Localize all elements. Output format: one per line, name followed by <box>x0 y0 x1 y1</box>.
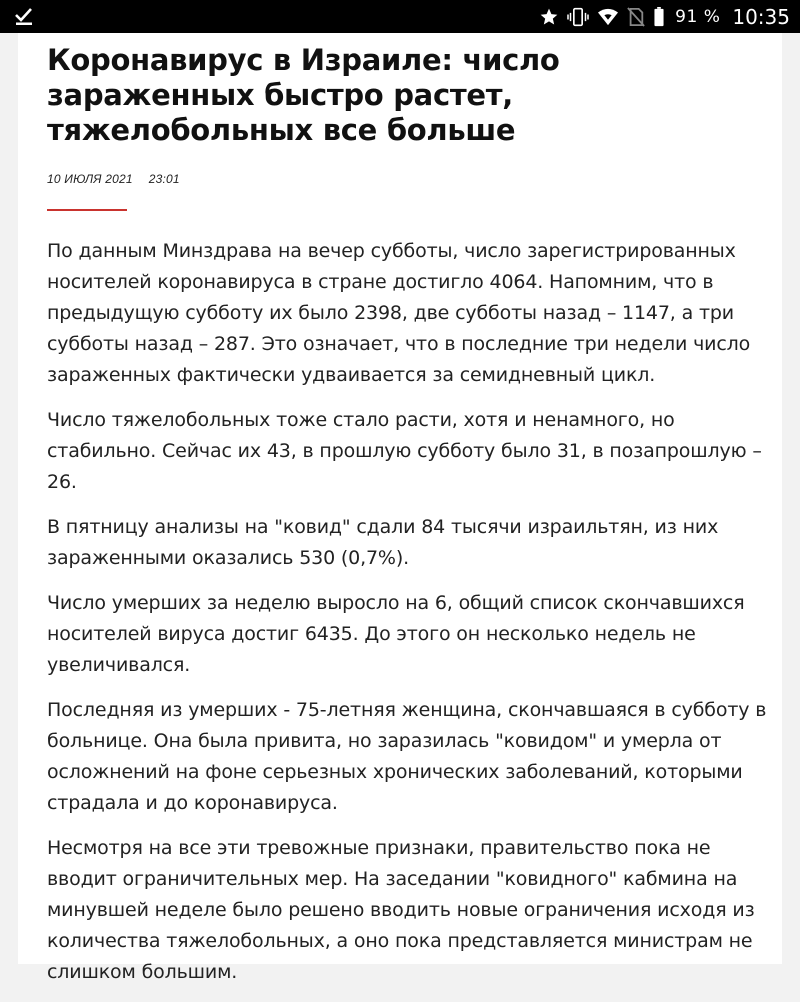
article <box>47 43 767 1002</box>
paragraph-2: Число тяжелобольных тоже стало расти, хотя и ненамного, но стабильно. Сейчас их 43, в прошлую субботу было 31, в позапрошлую – 26. <box>47 409 762 493</box>
article-time: 23:01 <box>148 172 180 186</box>
star-icon <box>539 7 559 27</box>
clock: 10:35 <box>732 4 790 29</box>
no-sim-icon <box>627 7 645 27</box>
article-date: 10 ИЮЛЯ 2021 <box>47 172 133 186</box>
download-done-icon <box>14 6 34 26</box>
paragraph-1: По данным Минздрава на вечер субботы, число зарегистрированных носителей коронавируса в стране достигло 4064. Напомним, что в предыдущую субботу их было 2398, две субботы назад – 1147, а три субботы назад – 287. Это означает, что в последние три недели число зараженных фактически удваивается за семидневный цикл. <box>47 240 751 386</box>
wifi-icon <box>597 7 619 27</box>
title-divider <box>47 209 127 211</box>
article-meta <box>47 172 767 186</box>
page-content <box>18 33 782 983</box>
paragraph-4: Число умерших за неделю выросло на 6, общий список скончавшихся носителей вируса достиг 6435. До этого он несколько недель не увеличивался. <box>47 592 745 676</box>
paragraph-5: Последняя из умерших - 75-летняя женщина, скончавшаяся в субботу в больнице. Она была привита, но заразилась "ковидом" и умерла от осложнений на фоне серьезных хронических заболеваний, которыми страдала и до коронавируса. <box>47 699 767 814</box>
battery-percent: 91 % <box>675 6 721 27</box>
battery-icon <box>653 7 665 27</box>
paragraph-6: Несмотря на все эти тревожные признаки, правительство пока не вводит ограничительных мер. На заседании "ковидного" кабмина на минувшей неделе было решено вводить новые ограничения исходя из количества тяжелобольных, а оно пока представляется министрам не слишком большим. <box>47 837 755 983</box>
status-icons <box>539 0 790 33</box>
vibrate-icon <box>567 7 589 27</box>
paragraph-3: В пятницу анализы на "ковид" сдали 84 тысячи израильтян, из них зараженными оказались 530 (0,7%). <box>47 516 719 569</box>
status-bar <box>0 0 800 33</box>
article-body <box>47 236 767 988</box>
article-title: Коронавирус в Израиле: число зараженных быстро растет, тяжелобольных все больше <box>47 43 560 147</box>
